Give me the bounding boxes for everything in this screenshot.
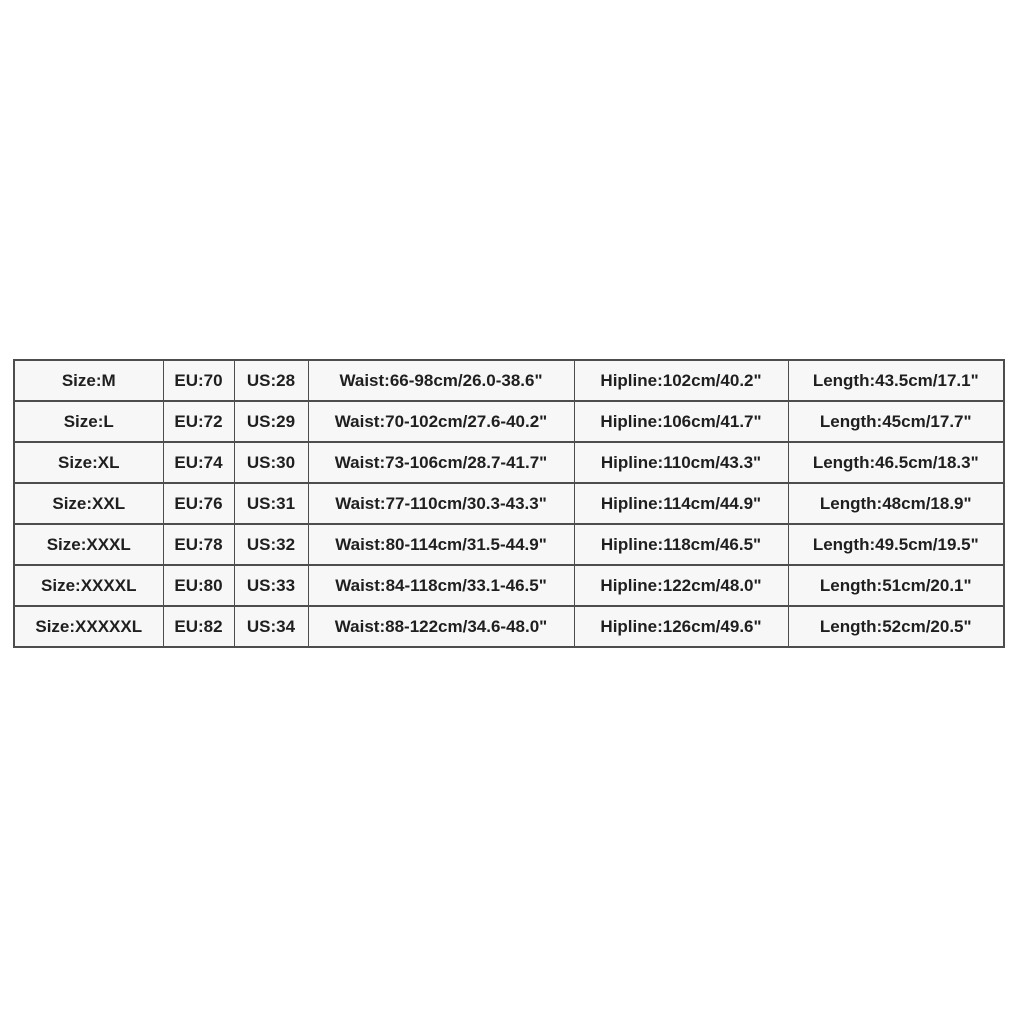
table-cell: EU:72 [163, 401, 234, 442]
table-cell: EU:76 [163, 483, 234, 524]
table-cell: Hipline:126cm/49.6" [574, 606, 788, 647]
table-cell: Hipline:102cm/40.2" [574, 360, 788, 401]
table-cell: Hipline:118cm/46.5" [574, 524, 788, 565]
table-cell: Size:XXXL [14, 524, 163, 565]
table-cell: Size:L [14, 401, 163, 442]
table-cell: Waist:84-118cm/33.1-46.5" [308, 565, 574, 606]
table-cell: Waist:70-102cm/27.6-40.2" [308, 401, 574, 442]
table-cell: EU:78 [163, 524, 234, 565]
table-cell: Length:46.5cm/18.3" [788, 442, 1004, 483]
table-cell: Size:XL [14, 442, 163, 483]
table-row [14, 442, 1004, 483]
size-table-body [14, 360, 1004, 647]
table-cell: EU:82 [163, 606, 234, 647]
table-cell: US:34 [234, 606, 308, 647]
table-cell: Length:45cm/17.7" [788, 401, 1004, 442]
table-cell: US:30 [234, 442, 308, 483]
table-cell: Size:XXXXXL [14, 606, 163, 647]
table-cell: Length:51cm/20.1" [788, 565, 1004, 606]
table-cell: US:31 [234, 483, 308, 524]
table-row [14, 524, 1004, 565]
table-cell: Size:M [14, 360, 163, 401]
table-cell: Size:XXL [14, 483, 163, 524]
table-cell: Hipline:122cm/48.0" [574, 565, 788, 606]
table-cell: Hipline:114cm/44.9" [574, 483, 788, 524]
table-cell: Hipline:110cm/43.3" [574, 442, 788, 483]
table-cell: US:32 [234, 524, 308, 565]
table-row [14, 565, 1004, 606]
table-cell: Waist:80-114cm/31.5-44.9" [308, 524, 574, 565]
table-cell: Length:48cm/18.9" [788, 483, 1004, 524]
table-row [14, 606, 1004, 647]
table-cell: Waist:88-122cm/34.6-48.0" [308, 606, 574, 647]
table-cell: EU:80 [163, 565, 234, 606]
table-cell: Length:43.5cm/17.1" [788, 360, 1004, 401]
table-cell: Hipline:106cm/41.7" [574, 401, 788, 442]
table-cell: Length:49.5cm/19.5" [788, 524, 1004, 565]
table-cell: EU:74 [163, 442, 234, 483]
table-cell: Length:52cm/20.5" [788, 606, 1004, 647]
table-cell: US:33 [234, 565, 308, 606]
table-row [14, 401, 1004, 442]
size-chart-table [13, 359, 1005, 648]
table-cell: Waist:73-106cm/28.7-41.7" [308, 442, 574, 483]
table-cell: US:29 [234, 401, 308, 442]
table-cell: Waist:77-110cm/30.3-43.3" [308, 483, 574, 524]
table-cell: Size:XXXXL [14, 565, 163, 606]
table-cell: EU:70 [163, 360, 234, 401]
table-cell: US:28 [234, 360, 308, 401]
table-cell: Waist:66-98cm/26.0-38.6" [308, 360, 574, 401]
table-row [14, 483, 1004, 524]
table-row [14, 360, 1004, 401]
